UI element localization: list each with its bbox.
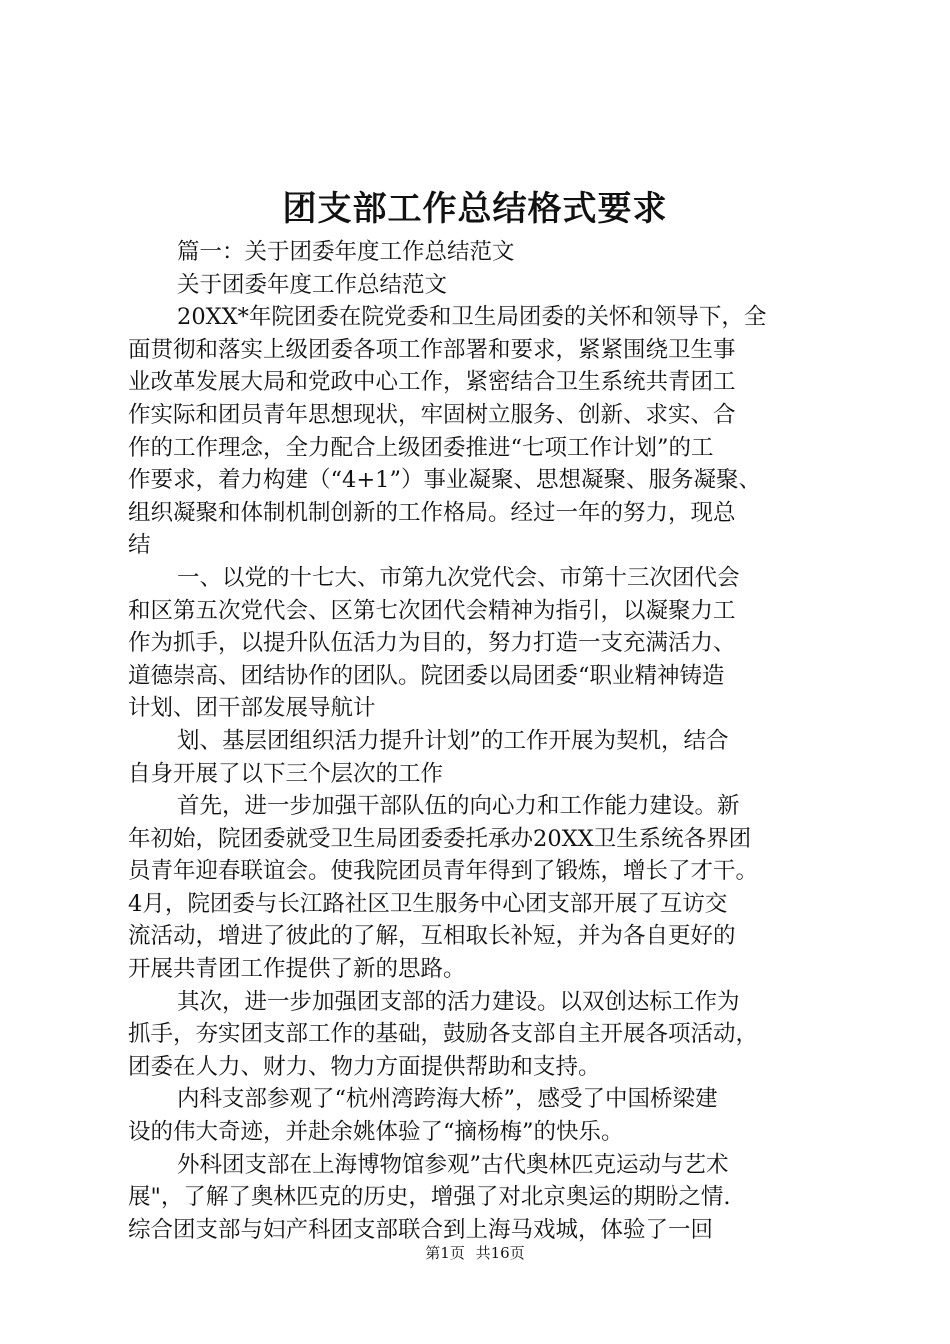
text-line: 作为抓手，以提升队伍活力为目的，努力打造一支充满活力、 [128, 630, 736, 657]
document-body [128, 236, 834, 1246]
text-line: 篇一：关于团委年度工作总结范文 [177, 239, 515, 265]
document-title: 团支部工作总结格式要求 [282, 189, 668, 229]
text-line: 流活动，增进了彼此的了解，互相取长补短，并为各自更好的 [128, 923, 736, 950]
text-line: 抓手，夯实团支部工作的基础，鼓励各支部自主开展各项活动， [128, 1021, 759, 1048]
text-line: 一、以党的十七大、市第九次党代会、市第十三次团代会 [177, 564, 740, 591]
text-line: 结 [128, 532, 151, 559]
page-total: 共16页 [475, 1244, 525, 1262]
text-line: 团委在人力、财力、物力方面提供帮助和支持。 [128, 1053, 601, 1080]
text-line: 划、基层团组织活力提升计划”的工作开展为契机，结合 [177, 727, 729, 754]
text-line: 计划、团干部发展导航计 [128, 695, 376, 722]
text-line: 其次，进一步加强团支部的活力建设。以双创达标工作为 [177, 988, 740, 1015]
text-line: 设的伟大奇迹，并赴余姚体验了“摘杨梅”的快乐。 [128, 1119, 624, 1146]
text-line: 作要求，着力构建（“4+1”）事业凝聚、思想凝聚、服务凝聚、 [128, 467, 761, 494]
text-line: 员青年迎春联谊会。使我院团员青年得到了锻炼，增长了才干。 [128, 858, 759, 885]
text-line: 20XX*年院团委在院党委和卫生局团委的关怀和领导下，全 [177, 304, 767, 331]
text-line: 年初始，院团委就受卫生局团委委托承办20XX卫生系统各界团 [128, 825, 752, 852]
text-line: 面贯彻和落实上级团委各项工作部署和要求，紧紧围绕卫生事 [128, 336, 736, 363]
page-footer [0, 1242, 950, 1264]
text-line: 作实际和团员青年思想现状，牢固树立服务、创新、求实、合 [128, 401, 736, 428]
page-number: 第1页 [425, 1244, 465, 1262]
text-line: 开展共青团工作提供了新的思路。 [128, 956, 466, 983]
text-line: 自身开展了以下三个层次的工作 [128, 760, 444, 787]
text-line: 展"，了解了奥林匹克的历史，增强了对北京奥运的期盼之情. [128, 1184, 731, 1211]
text-line: 作的工作理念，全力配合上级团委推进“七项工作计划”的工 [128, 434, 714, 461]
text-line: 关于团委年度工作总结范文 [177, 271, 448, 298]
text-line: 内科支部参观了“杭州湾跨海大桥”，感受了中国桥梁建 [177, 1086, 718, 1113]
text-line: 组织凝聚和体制机制创新的工作格局。经过一年的努力，现总 [128, 499, 736, 526]
text-line: 外科团支部在上海博物馆参观”古代奥林匹克运动与艺术 [177, 1151, 729, 1178]
text-line: 综合团支部与妇产科团支部联合到上海马戏城，体验了一回 [128, 1216, 714, 1243]
text-line: 和区第五次党代会、区第七次团代会精神为指引，以凝聚力工 [128, 597, 736, 624]
text-line: 道德崇高、团结协作的团队。院团委以局团委“职业精神铸造 [128, 662, 725, 689]
text-line: 首先，进一步加强干部队伍的向心力和工作能力建设。新 [177, 793, 740, 820]
text-line: 业改革发展大局和党政中心工作，紧密结合卫生系统共青团工 [128, 369, 736, 396]
text-line: 4月，院团委与长江路社区卫生服务中心团支部开展了互访交 [128, 890, 728, 917]
